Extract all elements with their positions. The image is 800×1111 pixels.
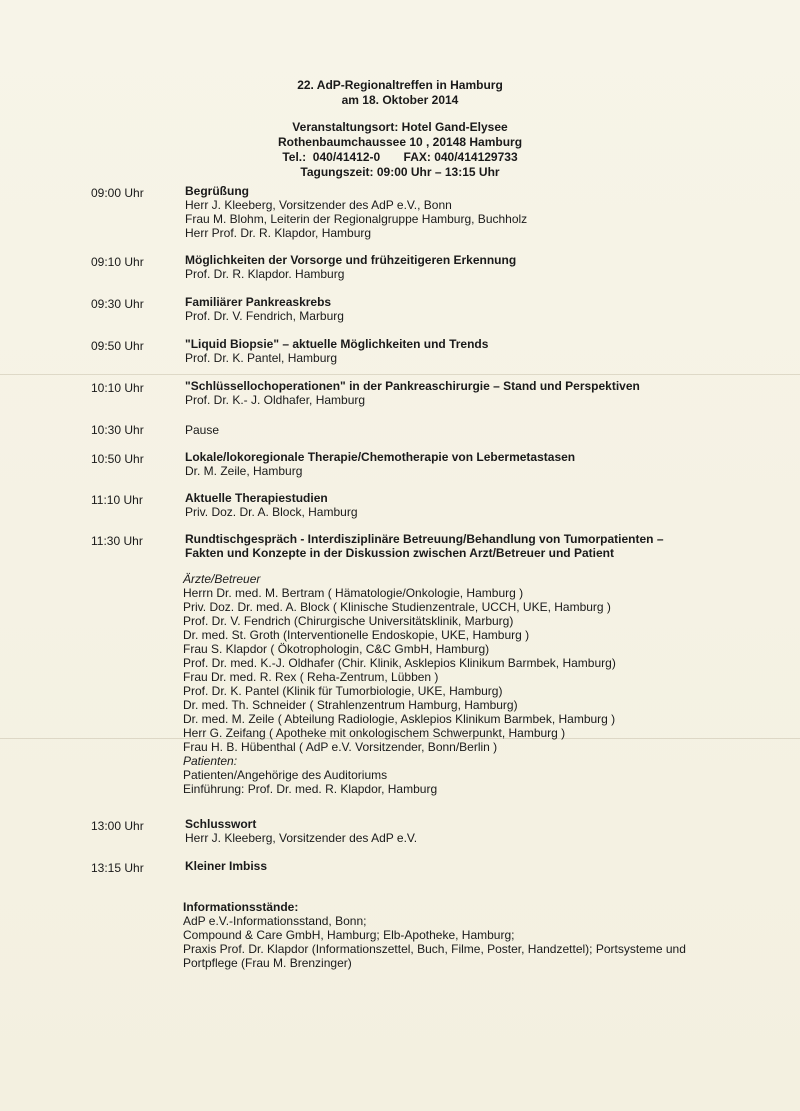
agenda-speaker: Herr J. Kleeberg, Vorsitzender des AdP e.V. bbox=[185, 831, 418, 845]
event-date: am 18. Oktober 2014 bbox=[341, 93, 459, 107]
agenda-time: 10:10 Uhr bbox=[91, 381, 144, 395]
agenda-item bbox=[0, 379, 800, 407]
agenda-title: Begrüßung bbox=[185, 184, 249, 198]
panel-member: Prof. Dr. K. Pantel (Klinik für Tumorbiologie, UKE, Hamburg) bbox=[183, 684, 503, 698]
agenda-time: 09:10 Uhr bbox=[91, 255, 144, 269]
agenda-time: 11:10 Uhr bbox=[91, 493, 143, 507]
agenda-title: Schlusswort bbox=[185, 817, 257, 831]
agenda-speaker: Herr Prof. Dr. R. Klapdor, Hamburg bbox=[185, 226, 372, 240]
agenda-speaker: Priv. Doz. Dr. A. Block, Hamburg bbox=[185, 505, 358, 519]
agenda-speaker: Herr J. Kleeberg, Vorsitzender des AdP e.V., Bonn bbox=[185, 198, 452, 212]
panel-member: Frau S. Klapdor ( Ökotrophologin, C&C GmbH, Hamburg) bbox=[183, 642, 490, 656]
agenda-item bbox=[0, 859, 800, 873]
panel-member: Prof. Dr. V. Fendrich (Chirurgische Universitätsklinik, Marburg) bbox=[183, 614, 514, 628]
venue-address: Rothenbaumchaussee 10 , 20148 Hamburg bbox=[277, 135, 523, 149]
panel-member: Frau Dr. med. R. Rex ( Reha-Zentrum, Lübben ) bbox=[183, 670, 439, 684]
panel-member: Priv. Doz. Dr. med. A. Block ( Klinische Studienzentrale, UCCH, UKE, Hamburg ) bbox=[183, 600, 611, 614]
agenda-time: 11:30 Uhr bbox=[91, 534, 143, 548]
agenda-speaker: Prof. Dr. K.- J. Oldhafer, Hamburg bbox=[185, 393, 366, 407]
agenda-pause: Pause bbox=[185, 423, 220, 437]
venue-block bbox=[0, 120, 800, 180]
doctors-heading: Ärzte/Betreuer bbox=[183, 572, 261, 586]
panel-member: Frau H. B. Hübenthal ( AdP e.V. Vorsitzender, Bonn/Berlin ) bbox=[183, 740, 498, 754]
agenda-speaker: Prof. Dr. R. Klapdor. Hamburg bbox=[185, 267, 345, 281]
agenda-title: Lokale/lokoregionale Therapie/Chemotherapie von Lebermetastasen bbox=[185, 450, 576, 464]
venue-name: Veranstaltungsort: Hotel Gand-Elysee bbox=[292, 120, 508, 134]
meeting-time: Tagungszeit: 09:00 Uhr – 13:15 Uhr bbox=[300, 165, 500, 179]
panel-participants bbox=[183, 572, 705, 796]
agenda-title: Kleiner Imbiss bbox=[185, 859, 268, 873]
agenda-item bbox=[0, 450, 800, 478]
patients-heading: Patienten: bbox=[183, 754, 238, 768]
panel-member: Herr G. Zeifang ( Apotheke mit onkologischem Schwerpunkt, Hamburg ) bbox=[183, 726, 566, 740]
agenda-title: "Schlüssellochoperationen" in der Pankreaschirurgie – Stand und Perspektiven bbox=[185, 379, 640, 393]
agenda-speaker: Dr. M. Zeile, Hamburg bbox=[185, 464, 303, 478]
agenda-title: Aktuelle Therapiestudien bbox=[185, 491, 328, 505]
agenda-time: 10:50 Uhr bbox=[91, 452, 144, 466]
agenda-speaker: Prof. Dr. V. Fendrich, Marburg bbox=[185, 309, 344, 323]
document-header bbox=[0, 78, 800, 180]
panel-member: Dr. med. M. Zeile ( Abteilung Radiologie, Asklepios Klinikum Barmbek, Hamburg ) bbox=[183, 712, 616, 726]
agenda-item bbox=[0, 421, 800, 437]
agenda-time: 10:30 Uhr bbox=[91, 423, 144, 437]
info-line: Compound & Care GmbH, Hamburg; Elb-Apotheke, Hamburg; bbox=[183, 928, 515, 942]
agenda-speaker: Frau M. Blohm, Leiterin der Regionalgruppe Hamburg, Buchholz bbox=[185, 212, 528, 226]
agenda-title: Möglichkeiten der Vorsorge und frühzeitigeren Erkennung bbox=[185, 253, 517, 267]
agenda-item bbox=[0, 491, 800, 519]
agenda-time: 09:50 Uhr bbox=[91, 339, 144, 353]
agenda-item bbox=[0, 184, 800, 240]
info-line: Praxis Prof. Dr. Klapdor (Informationszettel, Buch, Filme, Poster, Handzettel); Portsysteme und Portpflege (Frau M. Brenzinger) bbox=[183, 942, 686, 970]
panel-member: Herrn Dr. med. M. Bertram ( Hämatologie/Onkologie, Hamburg ) bbox=[183, 586, 524, 600]
agenda-time: 13:00 Uhr bbox=[91, 819, 144, 833]
agenda-item bbox=[0, 817, 800, 845]
agenda-item bbox=[0, 295, 800, 323]
venue-phone-fax: Tel.: 040/41412-0 FAX: 040/414129733 bbox=[282, 150, 518, 164]
info-line: AdP e.V.-Informationsstand, Bonn; bbox=[183, 914, 367, 928]
agenda-item bbox=[0, 532, 800, 796]
agenda-time: 09:30 Uhr bbox=[91, 297, 144, 311]
patients-line: Patienten/Angehörige des Auditoriums bbox=[183, 768, 388, 782]
patients-line: Einführung: Prof. Dr. med. R. Klapdor, Hamburg bbox=[183, 782, 438, 796]
event-title: 22. AdP-Regionaltreffen in Hamburg bbox=[297, 78, 503, 92]
agenda-title: Familiärer Pankreaskrebs bbox=[185, 295, 332, 309]
agenda-item bbox=[0, 337, 800, 365]
agenda bbox=[0, 184, 800, 970]
info-stands bbox=[183, 900, 723, 970]
agenda-title: "Liquid Biopsie" – aktuelle Möglichkeiten und Trends bbox=[185, 337, 489, 351]
panel-member: Prof. Dr. med. K.-J. Oldhafer (Chir. Klinik, Asklepios Klinikum Barmbek, Hamburg) bbox=[183, 656, 616, 670]
agenda-speaker: Prof. Dr. K. Pantel, Hamburg bbox=[185, 351, 338, 365]
panel-member: Dr. med. Th. Schneider ( Strahlenzentrum Hamburg, Hamburg) bbox=[183, 698, 518, 712]
info-heading: Informationsstände: bbox=[183, 900, 299, 914]
agenda-time: 09:00 Uhr bbox=[91, 186, 144, 200]
panel-member: Dr. med. St. Groth (Interventionelle Endoskopie, UKE, Hamburg ) bbox=[183, 628, 530, 642]
agenda-time: 13:15 Uhr bbox=[91, 861, 144, 875]
agenda-title: Rundtischgespräch - Interdisziplinäre Betreuung/Behandlung von Tumorpatienten – Fakten und Konzepte in der Diskussion zwischen Arzt/Betreuer und Patient bbox=[185, 532, 664, 560]
agenda-item bbox=[0, 253, 800, 281]
